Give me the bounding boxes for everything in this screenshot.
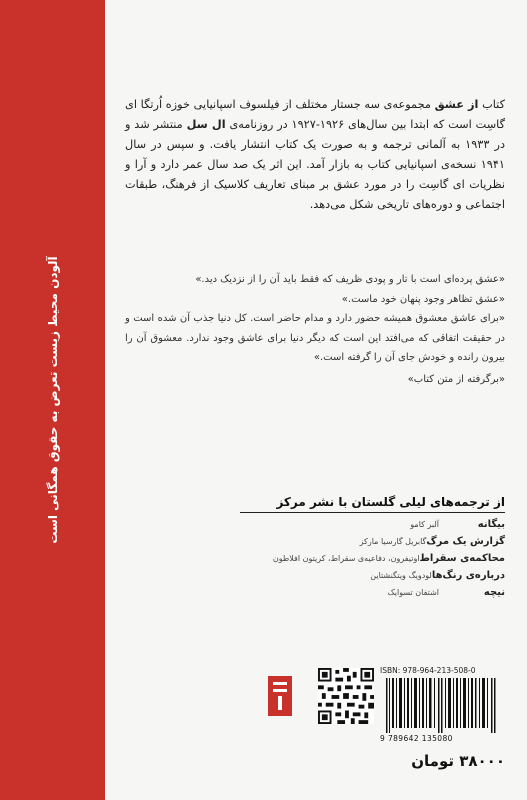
isbn-number: ISBN: 978-964-213-508-0 <box>380 666 476 675</box>
isbn-barcode <box>380 666 506 748</box>
translation-author: اشتفان تسوایک <box>387 588 439 597</box>
translations-header: از ترجمه‌های لیلی گلستان با نشر مرکز <box>240 495 505 513</box>
book-description <box>125 95 505 215</box>
translation-author: لودویگ ویتگنشتاین <box>370 571 432 580</box>
spine-slogan: آلودن محیط زیست تعرض به حقوق همگانی است <box>46 256 60 544</box>
red-spine-band <box>0 0 105 800</box>
translation-title: نیچه <box>483 587 505 598</box>
desc-part1: کتاب <box>478 98 505 111</box>
book-quotes <box>125 270 505 389</box>
translation-title: گزارش یک مرگ <box>426 536 505 547</box>
translation-item <box>240 570 505 587</box>
desc-part2: مجموعه‌ی سه جستار مختلف از فیلسوف اسپانیایی خوزه اُرتگا ای گاسِت است که ابتدا بین سال‌های ۱۹۲۶-۱۹۲۷ در روزنامه‌ی <box>125 98 506 131</box>
translation-item <box>240 519 505 536</box>
quote-1: «عشق پرده‌ای است با تار و پودی ظریف که فقط باید آن را از نزدیک دید.» <box>195 274 505 285</box>
translation-author: آلبر کامو <box>410 520 439 529</box>
quote-source: «برگرفته از متن کتاب» <box>407 373 505 385</box>
barcode-icon <box>380 678 506 733</box>
translation-title: محاکمه‌ی سقراط <box>419 553 505 564</box>
barcode-digits: 9 789642 135080 <box>380 734 453 743</box>
qr-code-icon <box>318 668 374 724</box>
quote-2: «عشق تظاهر وجود پنهان خود ماست.» <box>341 293 505 305</box>
translation-title: درباره‌ی رنگ‌ها <box>431 570 505 581</box>
translation-author: اوتیفرون، دفاعیه‌ی سقراط، کریتون افلاطون <box>272 554 420 563</box>
quote-3: «برای عاشق معشوق همیشه حضور دارد و مدام حاضر است. کل دنیا جذب آن شده است و در حقیقت اتفاقی که می‌افتد این است که دیگر دنیا برای عاشق وجود ندارد. معشوق آن را بیرون رانده و خودش جای آن را گرفته است.» <box>125 313 505 363</box>
desc-part3: منتشر شد و در ۱۹۳۳ به آلمانی ترجمه و به صورت یک کتاب انتشار یافت. و سپس در سال ۱۹۴۱ نسخه‌ی اسپانیایی کتاب به بازار آمد. این اثر یک صد سال عمر دارد و آرا و نظریات ای گاسِت را در مورد عشق بر مبنای تعاریف کلاسیک از فرهنگ، طبقات اجتماعی و دوره‌های تاریخی شکل می‌دهد. <box>125 118 505 211</box>
newspaper-name: ال سل <box>186 118 226 131</box>
translation-item <box>240 587 505 604</box>
book-title: از عشق <box>434 98 479 111</box>
publisher-logo-icon <box>268 676 292 716</box>
translation-item <box>240 536 505 553</box>
translation-author: گابریل گارسیا مارکز <box>359 537 427 546</box>
translation-item <box>240 553 505 570</box>
other-translations <box>240 495 505 604</box>
price-label: ۳۸۰۰۰ تومان <box>411 752 505 770</box>
translation-title: بیگانه <box>477 519 505 530</box>
